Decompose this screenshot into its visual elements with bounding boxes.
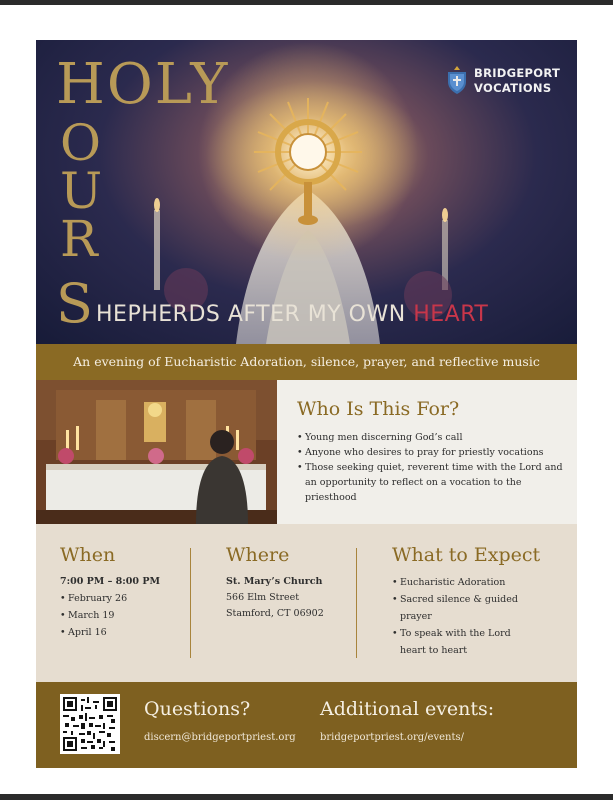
list-item: • Sacred silence & guided prayer — [392, 591, 522, 625]
footer — [36, 682, 577, 768]
expect-title: What to Expect — [392, 544, 541, 566]
bridgeport-vocations-logo — [446, 62, 566, 102]
who-title: Who Is This For? — [297, 398, 460, 420]
flyer — [36, 40, 577, 768]
list-item: • February 26 — [60, 590, 190, 607]
list-item: • April 16 — [60, 624, 190, 641]
when-dates — [60, 590, 190, 641]
hero-subtitle — [96, 302, 488, 327]
events-link[interactable]: bridgeportpriest.org/events/ — [320, 732, 464, 743]
divider — [356, 548, 357, 658]
list-item: • Those seeking quiet, reverent time with the Lord and an opportunity to reflect on a vocation to the priesthood — [297, 460, 567, 505]
who-section — [277, 380, 577, 524]
where-title: Where — [226, 544, 290, 566]
title-letter-r: R — [60, 210, 98, 268]
logo-text — [474, 66, 560, 96]
subtitle-main: HEPHERDS AFTER MY OWN — [96, 302, 406, 327]
where-name: St. Mary’s Church — [226, 576, 323, 587]
divider — [190, 548, 191, 658]
logo-line2: VOCATIONS — [474, 81, 552, 95]
who-list — [297, 430, 567, 505]
list-item: • Young men discerning God’s call — [297, 430, 567, 445]
top-border — [0, 0, 613, 5]
questions-email[interactable]: discern@bridgeportpriest.org — [144, 732, 296, 743]
when-time: 7:00 PM – 8:00 PM — [60, 576, 160, 587]
list-item: • Anyone who desires to pray for priestly vocations — [297, 445, 567, 460]
tagline-strip — [36, 344, 577, 380]
title-letter-s: S — [56, 272, 93, 335]
subtitle-accent: HEART — [413, 302, 489, 327]
title-letter-o: O — [60, 114, 101, 172]
when-details — [60, 574, 190, 590]
qr-code-icon — [63, 697, 117, 751]
tagline-text: An evening of Eucharistic Adoration, silence, prayer, and reflective music — [73, 354, 540, 369]
logo-line1: BRIDGEPORT — [474, 66, 561, 80]
events-title: Additional events: — [320, 698, 495, 720]
event-info-section — [36, 524, 577, 682]
questions-title: Questions? — [144, 698, 251, 720]
title-holy: HOLY — [56, 52, 230, 117]
list-item: • March 19 — [60, 607, 190, 624]
chapel-photo — [36, 380, 277, 524]
list-item: • Eucharistic Adoration — [392, 574, 522, 591]
where-street: 566 Elm Street — [226, 592, 300, 603]
chapel-image — [36, 380, 277, 524]
bottom-border — [0, 794, 613, 800]
where-details — [226, 574, 356, 622]
list-item: • To speak with the Lord heart to heart — [392, 625, 522, 659]
qr-code[interactable] — [60, 694, 120, 754]
hero-banner — [36, 40, 577, 344]
when-title: When — [60, 544, 116, 566]
shield-icon — [446, 66, 468, 94]
expect-list — [392, 574, 522, 659]
where-city: Stamford, CT 06902 — [226, 608, 324, 619]
title-letter-u: U — [60, 162, 103, 220]
